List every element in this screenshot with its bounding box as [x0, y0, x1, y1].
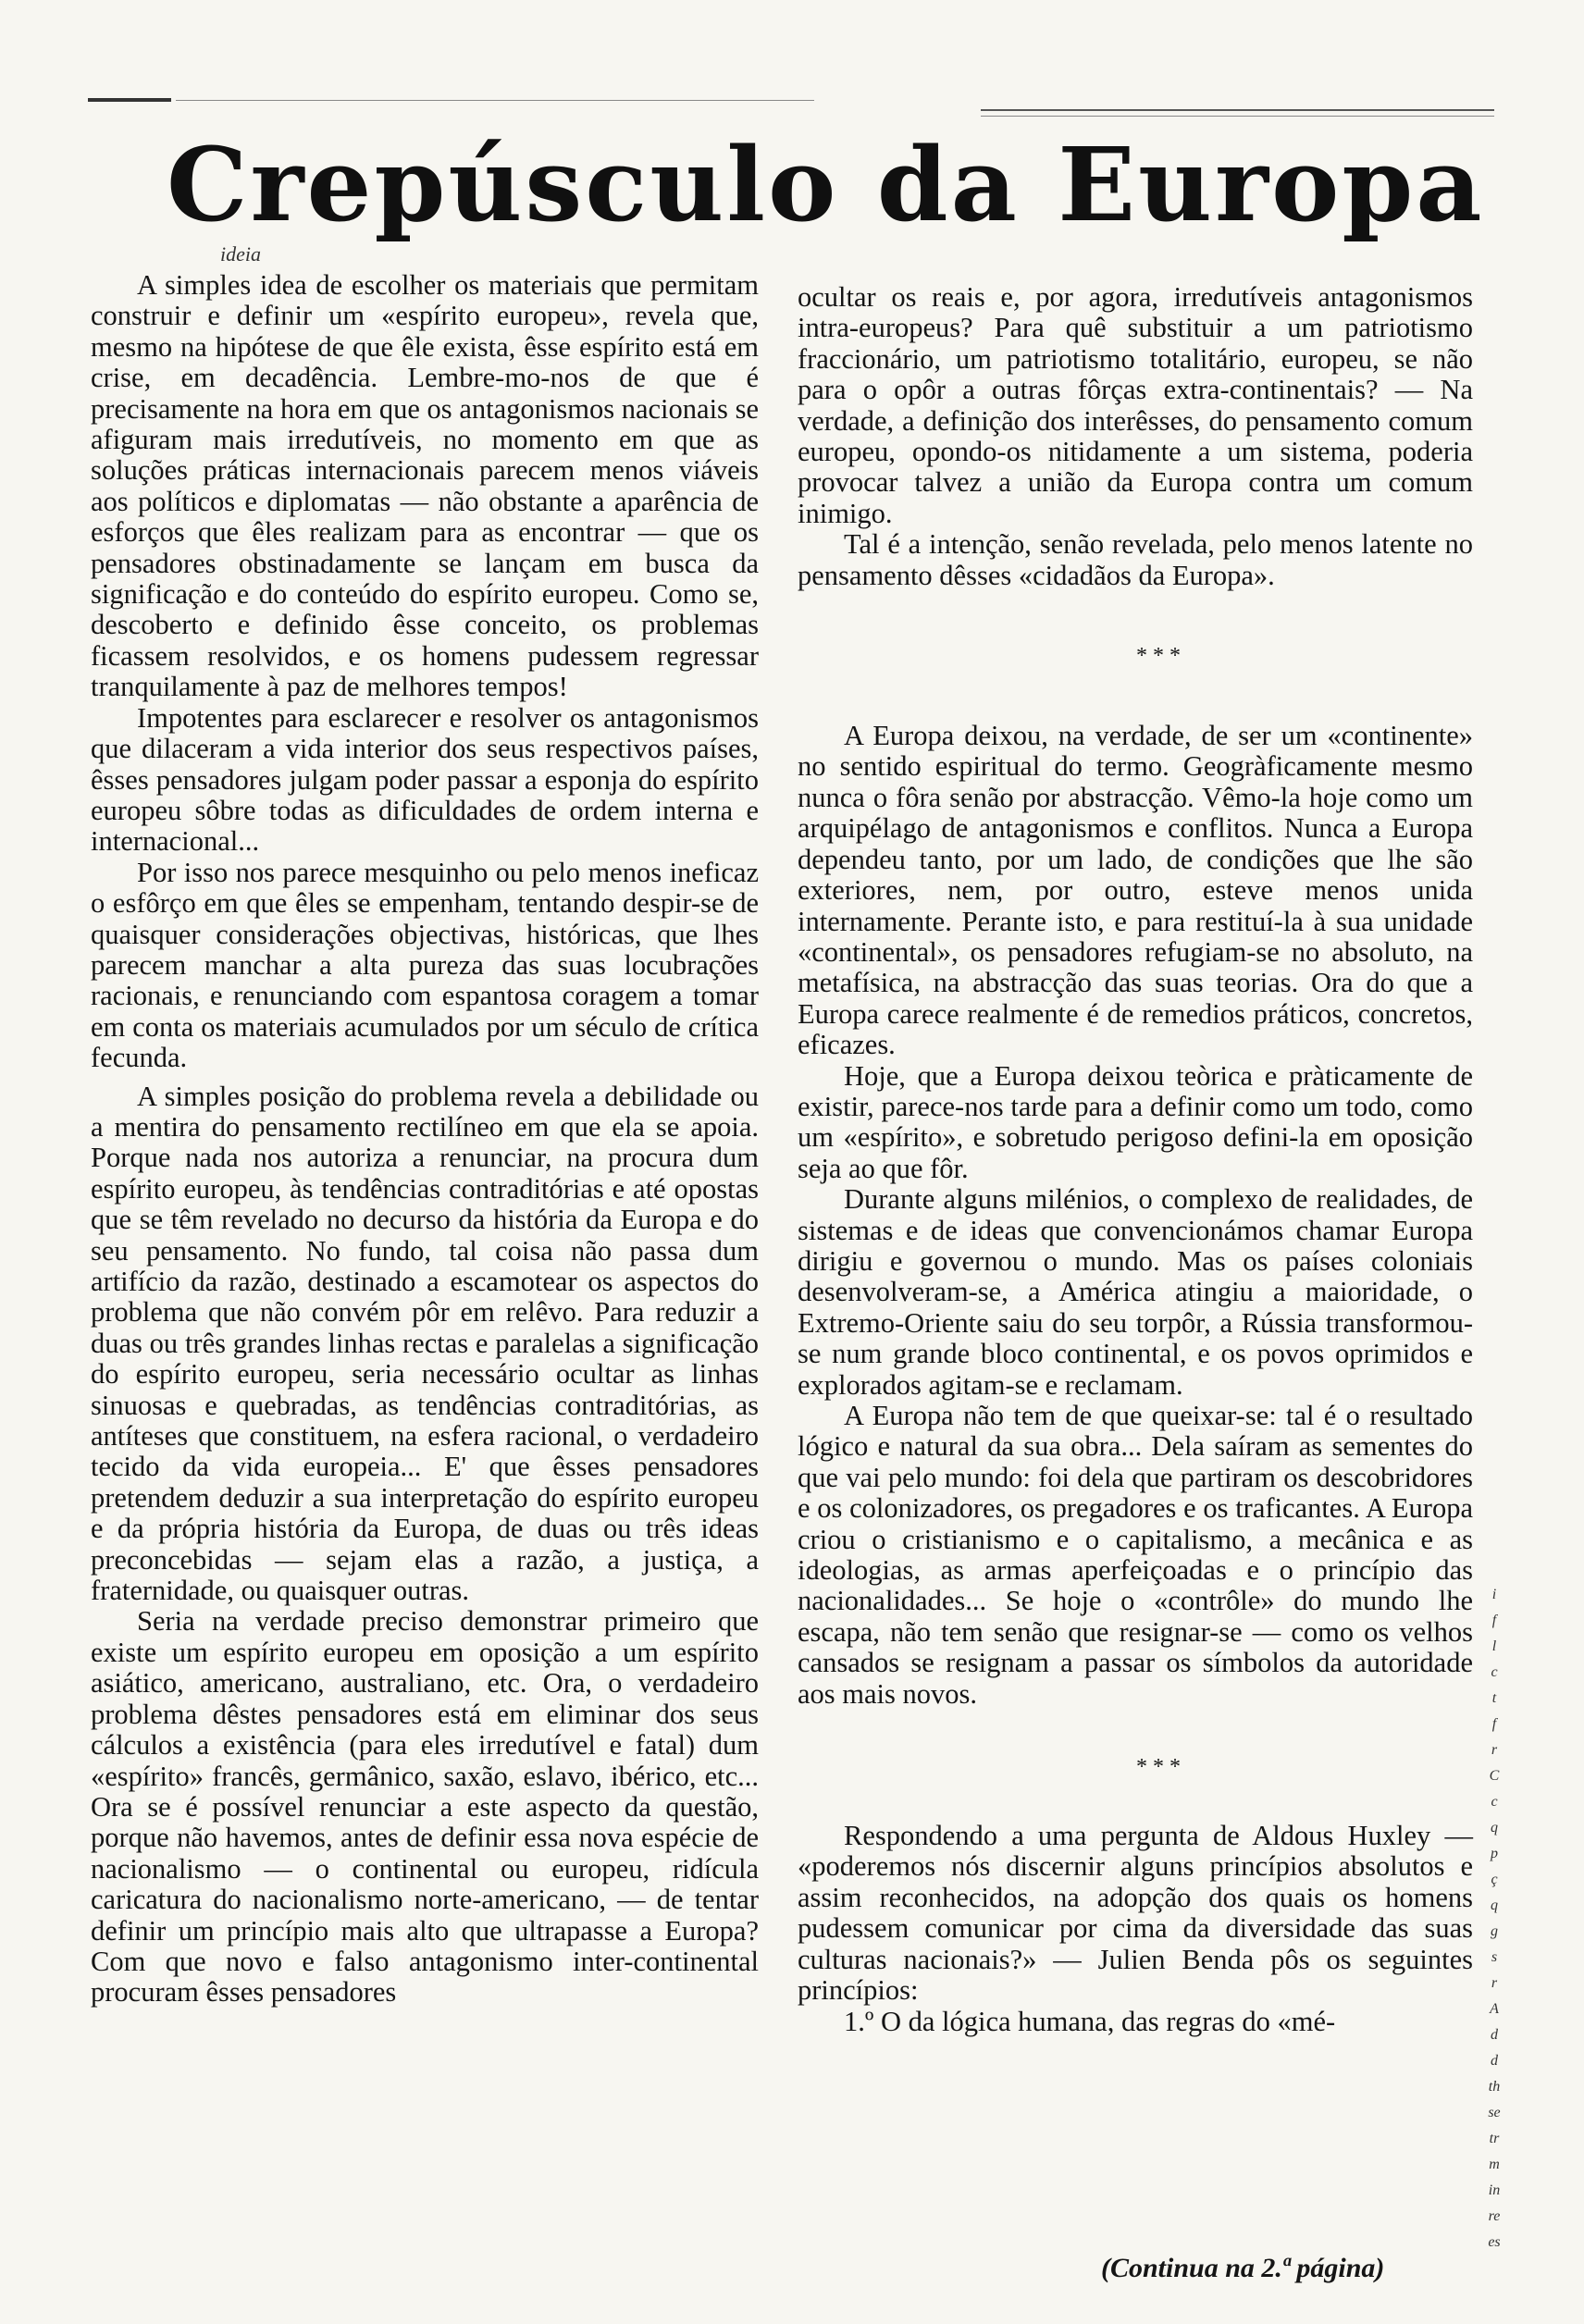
- paragraph: Impotentes para esclarecer e resolver os antagonismos que dilaceram a vida interior dos seus respectivos países, êsses pensadores julgam poder passar a esponja do espírito europeu sôbre todas as dificuldades de ordem interna e internacional...: [91, 701, 759, 858]
- paragraph: A Europa não tem de que queixar-se: tal é o resultado lógico e natural da sua obra... Dela saíram as sementes do que vai pelo mundo: foi dela que partiram os descobridores e os colonizadores, os pregadores e os traficantes. A Europa criou o cristianismo e o capitalismo, a mecânica e as ideologias, as armas aperfeiçoadas e o princípio das nacionalidades... Se hoje o «contrôle» do mundo lhe escapa, não tem senão que resignar-se — como os velhos cansados se resignam a passar os símbolos da autoridade aos mais novos.: [798, 1400, 1473, 1710]
- paragraph: A Europa deixou, na verdade, de ser um «continente» no sentido espiritual do termo. Geogràficamente mesmo nunca o fôra senão por abstracção. Vêmo-la hoje como um arquipélago de antagonismos e conflitos. Nunca a Europa dependeu tanto, por um lado, de condições que lhe são exteriores, nem, por outro, esteve menos unida internamente. Perante isto, e para restituí-la à sua unidade «continental», os pensadores refugiam-se no absoluto, na metafísica, na abstracção das suas teorias. Ora do que a Europa carece realmente é de remedios práticos, concretos, eficazes.: [798, 720, 1473, 1061]
- paragraph: Seria na verdade preciso demonstrar primeiro que existe um espírito europeu em oposição a um espírito asiático, americano, australiano, etc. Ora, o verdadeiro problema dêstes pensadores está em eliminar dos seus cálculos a existência (para eles irredutível e fatal) dum «espírito» francês, germânico, saxão, eslavo, ibérico, etc... Ora se é possível renunciar a este aspecto da questão, porque não havemos, antes de definir essa nova espécie de nacionalismo — o continental ou europeu, ridícula caricatura do nacionalismo norte-americano, — de tentar definir um princípio mais alto que ultrapasse a Europa? Com que novo e falso antagonismo inter-continental procuram êsses pensadores: [91, 1605, 759, 2009]
- top-rule-right: [981, 109, 1494, 111]
- top-rule-right-thin: [981, 116, 1494, 117]
- paragraph: Respondendo a uma pergunta de Aldous Huxley — «poderemos nós discernir alguns princípios absolutos e assim reconhecidos, na adopção dos quais os homens pudessem comunicar por cima da diversidade das suas culturas nacionais?» — Julien Benda pôs os seguintes princípios:: [798, 1820, 1473, 2007]
- paragraph: A simples posição do problema revela a debilidade ou a mentira do pensamento rectilíneo em que ela se apoia. Porque nada nos autoriza a renunciar, na procura dum espírito europeu, às tendências contraditórias e até opostas que se têm revelado no decurso da história da Europa e do seu pensamento. No fundo, tal coisa não passa dum artifício da razão, destinado a escamotear os aspectos do problema que não convém pôr em relêvo. Para reduzir a duas ou três grandes linhas rectas e paralelas a significação do espírito europeu, seria necessário ocultar as linhas sinuosas e quebradas, as tendências contraditórias, as antíteses que constituem, na esfera racional, o verdadeiro tecido da vida europeia... E' que êsses pensadores pretendem deduzir a sua interpretação do espírito europeu e da própria história da Europa, de duas ou três ideas preconcebidas — sejam elas a razão, a justiça, a fraternidade, ou quaisquer outras.: [91, 1080, 759, 1607]
- left-column: [91, 270, 759, 2009]
- article-title: Crepúsculo da Europa: [167, 125, 1485, 244]
- section-separator: * * *: [1136, 1755, 1181, 1780]
- top-rule-left-thin: [176, 100, 814, 101]
- continuation-note: (Continua na 2.ª página): [1101, 2253, 1385, 2283]
- top-rule-left-thick: [88, 98, 171, 102]
- paragraph: Tal é a intenção, senão revelada, pelo menos latente no pensamento dêsses «cidadãos da Europa».: [798, 528, 1473, 591]
- right-column: [798, 282, 1473, 2037]
- paragraph: Hoje, que a Europa deixou teòrica e pràticamente de existir, parece-nos tarde para a definir como um todo, como um «espírito», e sobretudo perigoso defini-la em oposição seja ao que fôr.: [798, 1059, 1473, 1184]
- paragraph: A simples idea de escolher os materiais que permitam construir e definir um «espírito europeu», revela que, mesmo na hipótese de que êle exista, êsse espírito está em crise, em decadência. Lembre-mo-nos de que é precisamente na hora em que os antagonismos nacionais se afiguram mais irredutíveis, no momento em que as soluções práticas internacionais parecem menos viáveis aos políticos e diplomatas — não obstante a aparência de esforços que êles realizam para as encontrar — que os pensadores obstinadamente se lançam em busca da significação e do conteúdo do espírito europeu. Como se, descoberto e definido êsse conceito, os problemas ficassem resolvidos, e os homens pudessem regressar tranquilamente à paz de melhores tempos!: [91, 269, 759, 703]
- paragraph: 1.º O da lógica humana, das regras do «mé-: [844, 2005, 1336, 2037]
- paragraph: Durante alguns milénios, o complexo de realidades, de sistemas e de ideas que convencionámos chamar Europa dirigiu e governou o mundo. Mas os países coloniais desenvolveram-se, a América atingiu a maioridade, o Extremo-Oriente saiu do seu torpôr, a Rússia transformou-se num grande bloco continental, e os povos oprimidos e explorados agitam-se e reclamam.: [798, 1183, 1473, 1401]
- section-separator: * * *: [1136, 644, 1181, 669]
- paragraph: Por isso nos parece mesquinho ou pelo menos ineficaz o esfôrço em que êles se empenham, tentando despir-se de quaisquer considerações objectivas, históricas, que lhes parecem manchar a alta pureza das suas locubrações racionais, e renunciando com espantosa coragem a tomar em conta os materiais acumulados por um século de crítica fecunda.: [91, 856, 759, 1074]
- handwritten-correction: ideia: [220, 242, 261, 266]
- margin-fragments: i f l c t f r C c q p ç q g s r A d d th se tr m in re es: [1488, 1587, 1501, 2250]
- paragraph: ocultar os reais e, por agora, irredutíveis antagonismos intra-europeus? Para quê substituir a um patriotismo fraccionário, um patriotismo totalitário, europeu, se não para o opôr a outras fôrças extra-continentais? — Na verdade, a definição dos interêsses, do pensamento comum europeu, opondo-os nitidamente a um sistema, poderia provocar talvez a união da Europa contra um comum inimigo.: [798, 281, 1473, 529]
